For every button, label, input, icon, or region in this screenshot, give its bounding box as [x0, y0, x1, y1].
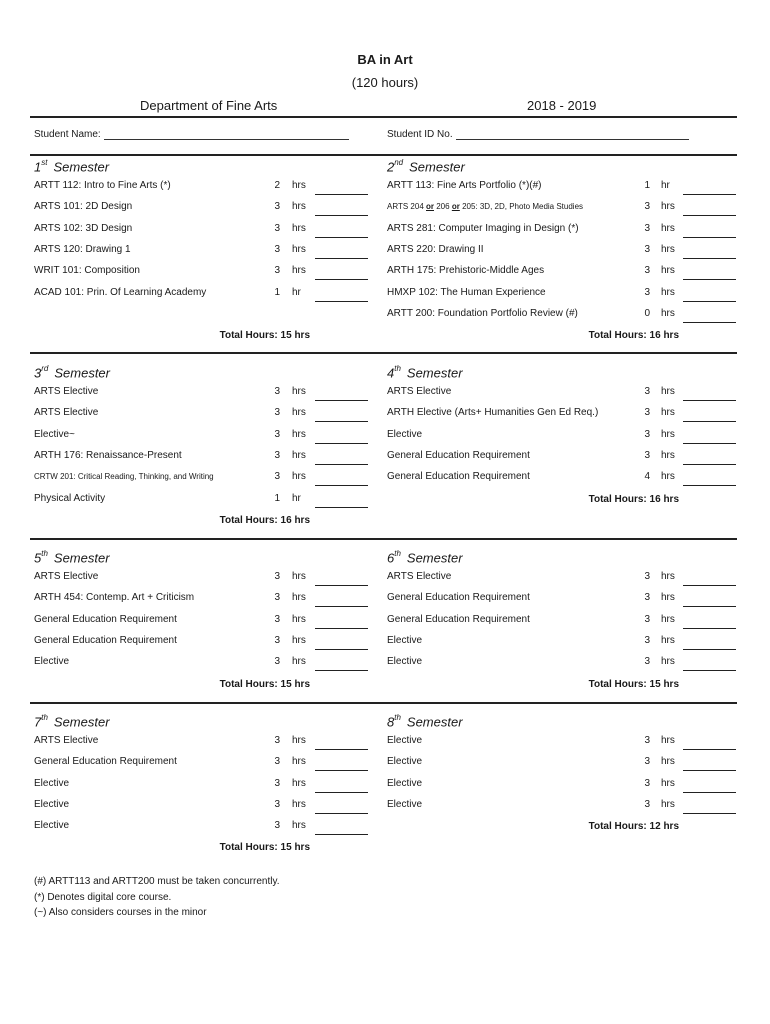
course-row: [34, 756, 368, 777]
course-hours-unit: hrs: [292, 756, 306, 768]
course-name: General Education Requirement: [387, 592, 530, 604]
grade-blank[interactable]: [315, 421, 368, 422]
course-name: ARTS 101: 2D Design: [34, 201, 133, 213]
grade-blank[interactable]: [315, 670, 368, 671]
course-hours-unit: hrs: [661, 243, 675, 255]
semester-total: [387, 679, 679, 693]
semester-total: [34, 515, 310, 529]
semester-number: 4: [387, 365, 395, 381]
course-hours-unit: hrs: [292, 222, 306, 234]
course-hours-unit: hrs: [661, 613, 675, 625]
course-row: [34, 265, 368, 286]
total-hours: 16: [649, 330, 661, 341]
grade-blank[interactable]: [315, 770, 368, 771]
course-name: ARTS Elective: [34, 407, 99, 419]
course-row: [34, 614, 368, 635]
course-hours: 3: [644, 634, 650, 646]
semester-ordinal: st: [41, 158, 48, 167]
course-hours-unit: hrs: [292, 571, 306, 582]
course-hours-unit: hrs: [661, 634, 675, 646]
grade-blank[interactable]: [683, 301, 736, 302]
grade-blank[interactable]: [315, 194, 368, 195]
grade-blank[interactable]: [315, 606, 368, 607]
semester-number: 7: [34, 714, 42, 730]
course-hours: 1: [274, 492, 280, 504]
semester-total: [34, 330, 310, 344]
course-name: General Education Requirement: [387, 449, 530, 461]
total-hours: 16: [649, 493, 661, 505]
course-name: CRTW 201: Critical Reading, Thinking, and Writing: [34, 472, 214, 482]
course-hours-unit: hrs: [292, 634, 306, 646]
course-hours: 3: [644, 428, 650, 440]
grade-blank[interactable]: [683, 628, 736, 629]
course-hours: 3: [274, 243, 280, 255]
course-hours-unit: hrs: [661, 407, 675, 419]
course-row: [387, 308, 736, 329]
course-row: [387, 287, 736, 308]
course-name: Elective: [387, 777, 423, 789]
grade-blank[interactable]: [683, 464, 736, 465]
student-name-field[interactable]: [34, 129, 349, 140]
course-hours-unit: hrs: [661, 449, 675, 461]
header-rule: [30, 116, 737, 118]
course-row: [34, 571, 368, 592]
course-name: ARTT 112: Intro to Fine Arts (*): [34, 180, 171, 191]
course-hours-unit: hrs: [292, 656, 306, 668]
course-hours: 3: [644, 449, 650, 461]
course-hours-unit: hrs: [661, 428, 675, 440]
semester-ordinal: nd: [394, 158, 404, 167]
grade-blank[interactable]: [683, 813, 736, 814]
semester-label: Semester: [406, 365, 463, 381]
grade-blank[interactable]: [315, 215, 368, 216]
course-hours-unit: hrs: [661, 201, 675, 213]
semester-total: [387, 494, 679, 508]
course-name: General Education Requirement: [34, 634, 177, 646]
course-hours: 3: [644, 222, 650, 234]
semester-heading: [34, 365, 110, 380]
course-row: [387, 429, 736, 450]
total-label: Total Hours:: [219, 330, 278, 341]
semester-ordinal: th: [41, 549, 48, 558]
course-hours: 3: [644, 243, 650, 255]
course-row: [387, 656, 736, 677]
semester-number: 6: [387, 550, 395, 566]
course-hours: 3: [274, 634, 280, 646]
total-label: Total Hours:: [588, 679, 647, 690]
course-row: [387, 265, 736, 286]
course-name: Elective: [34, 777, 70, 789]
course-row: [387, 223, 736, 244]
semester-heading: [387, 365, 463, 380]
course-hours: 3: [644, 777, 650, 789]
course-name: General Education Requirement: [34, 613, 177, 625]
course-hours: 3: [274, 798, 280, 810]
course-hours-unit: hrs: [292, 777, 306, 789]
grade-blank[interactable]: [683, 194, 736, 195]
course-row: [387, 407, 736, 428]
semester-divider: [30, 702, 737, 704]
grade-blank[interactable]: [683, 421, 736, 422]
grade-blank[interactable]: [683, 770, 736, 771]
course-hours: 3: [274, 471, 280, 483]
semester-heading: [34, 159, 109, 174]
total-label: Total Hours:: [219, 679, 278, 690]
course-row: [387, 571, 736, 592]
grade-blank[interactable]: [315, 464, 368, 465]
course-row: [34, 592, 368, 613]
course-row: [387, 799, 736, 820]
course-row: [387, 614, 736, 635]
course-name: ARTH 176: Renaissance-Present: [34, 449, 182, 461]
course-hours: 3: [644, 592, 650, 604]
total-unit: hrs: [663, 679, 679, 690]
course-hours-unit: hrs: [661, 386, 675, 397]
course-row: [34, 799, 368, 820]
student-id-field[interactable]: [387, 129, 689, 140]
footnote: (~) Also considers courses in the minor: [34, 907, 207, 918]
grade-blank[interactable]: [315, 649, 368, 650]
semester-label: Semester: [409, 159, 465, 175]
semester-ordinal: th: [41, 713, 48, 722]
course-hours-unit: hrs: [661, 756, 675, 768]
department-label: Department of Fine Arts: [140, 98, 278, 113]
footnote: (*) Denotes digital core course.: [34, 891, 172, 903]
course-name: General Education Requirement: [387, 613, 530, 625]
grade-blank[interactable]: [315, 258, 368, 259]
semester-total: [387, 821, 679, 835]
course-hours-unit: hrs: [661, 735, 675, 746]
course-name: Elective: [387, 634, 423, 646]
course-name: ARTS 120: Drawing 1: [34, 243, 131, 255]
grade-blank[interactable]: [683, 443, 736, 444]
total-label: Total Hours:: [588, 821, 647, 833]
semester-label: Semester: [53, 550, 110, 566]
course-name: ACAD 101: Prin. Of Learning Academy: [34, 286, 207, 298]
course-hours-unit: hrs: [661, 471, 675, 483]
grade-blank[interactable]: [315, 628, 368, 629]
total-label: Total Hours:: [588, 330, 647, 341]
course-hours: 3: [274, 386, 280, 397]
course-name: ARTH 175: Prehistoric-Middle Ages: [387, 265, 545, 277]
total-unit: hrs: [294, 842, 310, 853]
semester-divider: [30, 352, 737, 354]
semester-number: 3: [34, 365, 42, 381]
grade-blank[interactable]: [315, 237, 368, 238]
grade-blank[interactable]: [683, 400, 736, 401]
course-name: ARTH 454: Contemp. Art + Criticism: [34, 592, 195, 604]
course-hours-unit: hrs: [661, 307, 675, 319]
grade-blank[interactable]: [683, 279, 736, 280]
total-unit: hrs: [663, 493, 679, 505]
course-name: ARTS Elective: [387, 386, 452, 397]
course-name: ARTT 113: Fine Arts Portfolio (*)(#): [387, 180, 542, 191]
course-hours: 3: [274, 571, 280, 582]
page-title: BA in Art: [357, 52, 413, 67]
grade-blank[interactable]: [683, 215, 736, 216]
course-name: ARTS 220: Drawing II: [387, 243, 484, 255]
grade-blank[interactable]: [315, 279, 368, 280]
semester-ordinal: th: [394, 713, 401, 722]
course-name: ARTH Elective (Arts+ Humanities Gen Ed Req.): [387, 407, 599, 419]
grade-blank[interactable]: [315, 792, 368, 793]
course-row: [34, 244, 368, 265]
course-hours: 3: [644, 407, 650, 419]
total-hours: 15: [280, 842, 292, 853]
course-hours-unit: hrs: [292, 613, 306, 625]
course-row: [387, 471, 736, 492]
course-hours-unit: hrs: [661, 265, 675, 277]
course-name: ARTS Elective: [34, 735, 99, 746]
course-row: [34, 407, 368, 428]
course-name: ARTS 281: Computer Imaging in Design (*): [387, 222, 579, 234]
student-id-blank[interactable]: [456, 129, 689, 140]
course-name: ARTS 204 or 206 or 205: 3D, 2D, Photo Media Studies: [387, 202, 584, 212]
course-hours: 3: [274, 756, 280, 768]
course-name: ARTS Elective: [387, 571, 452, 582]
course-row: [34, 471, 368, 492]
course-hours-unit: hrs: [292, 386, 306, 397]
course-name: WRIT 101: Composition: [34, 265, 140, 277]
footnote: (#) ARTT113 and ARTT200 must be taken concurrently.: [34, 876, 280, 887]
course-hours: 3: [644, 798, 650, 810]
course-row: [34, 429, 368, 450]
grade-blank[interactable]: [683, 237, 736, 238]
course-hours: 4: [644, 471, 650, 483]
grade-blank[interactable]: [315, 585, 368, 586]
course-hours: 3: [274, 820, 280, 832]
course-name: ARTS 102: 3D Design: [34, 222, 133, 234]
semester-number: 8: [387, 714, 395, 730]
course-name: Elective: [387, 756, 423, 768]
course-hours: 3: [274, 592, 280, 604]
semester-label: Semester: [54, 365, 110, 381]
course-hours-unit: hrs: [292, 471, 306, 483]
semester-ordinal: th: [394, 364, 401, 373]
course-row: [387, 756, 736, 777]
total-unit: hrs: [294, 330, 310, 341]
course-hours-unit: hrs: [661, 592, 675, 604]
course-name: ARTS Elective: [34, 571, 99, 582]
semester-total: [34, 679, 310, 693]
course-hours-unit: hrs: [292, 449, 306, 461]
grade-blank[interactable]: [315, 443, 368, 444]
semester-label: Semester: [53, 714, 110, 730]
course-name: Elective: [387, 428, 423, 440]
course-row: [387, 592, 736, 613]
course-name: Physical Activity: [34, 492, 106, 504]
course-hours: 3: [644, 265, 650, 277]
grade-blank[interactable]: [315, 813, 368, 814]
course-hours: 3: [274, 407, 280, 419]
semester-heading: [387, 550, 463, 565]
course-row: [34, 635, 368, 656]
grade-blank[interactable]: [683, 749, 736, 750]
semester-total: [34, 842, 310, 856]
course-hours-unit: hrs: [292, 265, 306, 277]
total-unit: hrs: [663, 821, 679, 833]
course-row: [387, 635, 736, 656]
grade-blank[interactable]: [315, 485, 368, 486]
course-hours-unit: hr: [292, 286, 301, 298]
course-hours-unit: hr: [661, 180, 670, 191]
course-name: Elective: [34, 820, 70, 832]
semester-divider: [30, 538, 737, 540]
course-name: General Education Requirement: [387, 471, 530, 483]
total-label: Total Hours:: [219, 842, 278, 853]
semester-number: 5: [34, 550, 42, 566]
total-label: Total Hours:: [219, 515, 278, 526]
course-hours: 1: [644, 180, 650, 191]
course-hours-unit: hrs: [661, 286, 675, 298]
course-name: Elective~: [34, 428, 75, 440]
course-hours: 3: [274, 656, 280, 668]
grade-blank[interactable]: [683, 258, 736, 259]
course-hours-unit: hrs: [292, 428, 306, 440]
grade-blank[interactable]: [315, 749, 368, 750]
semester-heading: [34, 550, 110, 565]
semester-label: Semester: [53, 159, 110, 175]
course-hours: 3: [644, 386, 650, 397]
course-row: [34, 223, 368, 244]
course-hours: 3: [274, 777, 280, 789]
semester-divider: [30, 154, 737, 156]
semester-heading: [387, 159, 465, 174]
course-hours: 3: [644, 756, 650, 768]
course-hours-unit: hrs: [661, 656, 675, 668]
grade-blank[interactable]: [683, 485, 736, 486]
grade-blank[interactable]: [315, 834, 368, 835]
semester-ordinal: th: [394, 549, 401, 558]
year-label: 2018 - 2019: [527, 98, 597, 113]
course-row: [34, 656, 368, 677]
semester-label: Semester: [406, 714, 463, 730]
course-hours-unit: hrs: [661, 222, 675, 234]
course-row: [387, 735, 736, 756]
semester-ordinal: rd: [41, 364, 49, 373]
course-name: Elective: [387, 735, 423, 746]
page-subtitle: (120 hours): [351, 75, 419, 90]
grade-blank[interactable]: [683, 606, 736, 607]
course-row: [34, 778, 368, 799]
total-unit: hrs: [294, 679, 310, 690]
course-hours: 3: [644, 571, 650, 582]
grade-blank[interactable]: [315, 507, 368, 508]
course-row: [34, 386, 368, 407]
course-name: HMXP 102: The Human Experience: [387, 286, 546, 298]
course-hours: 3: [644, 201, 650, 213]
course-name: ARTS Elective: [34, 386, 99, 397]
total-hours: 16: [280, 515, 292, 526]
course-hours-unit: hrs: [292, 798, 306, 810]
grade-blank[interactable]: [683, 792, 736, 793]
course-hours: 3: [274, 449, 280, 461]
course-row: [387, 244, 736, 265]
semester-number: 2: [387, 159, 395, 175]
course-hours: 3: [274, 265, 280, 277]
course-hours: 3: [274, 201, 280, 213]
course-row: [34, 180, 368, 201]
grade-blank[interactable]: [315, 301, 368, 302]
total-unit: hrs: [663, 330, 679, 341]
course-row: [387, 778, 736, 799]
course-name: Elective: [387, 656, 423, 668]
course-hours-unit: hrs: [661, 798, 675, 810]
total-label: Total Hours:: [588, 493, 647, 505]
footnotes: [34, 874, 280, 921]
course-hours: 3: [274, 428, 280, 440]
student-name-blank[interactable]: [104, 129, 349, 140]
course-hours: 3: [274, 735, 280, 746]
grade-blank[interactable]: [315, 400, 368, 401]
course-hours: 1: [274, 286, 280, 298]
course-hours-unit: hrs: [661, 777, 675, 789]
course-name: General Education Requirement: [34, 756, 177, 768]
grade-blank[interactable]: [683, 585, 736, 586]
course-name: ARTT 200: Foundation Portfolio Review (#): [387, 307, 578, 319]
course-row: [387, 386, 736, 407]
course-row: [387, 201, 736, 222]
course-hours: 0: [644, 307, 650, 319]
course-hours: 3: [644, 613, 650, 625]
course-row: [34, 287, 368, 308]
course-hours-unit: hrs: [292, 592, 306, 604]
semester-heading: [387, 714, 463, 729]
course-hours-unit: hrs: [292, 243, 306, 255]
semester-heading: [34, 714, 110, 729]
grade-blank[interactable]: [683, 322, 736, 323]
course-row: [387, 450, 736, 471]
total-hours: 15: [280, 330, 292, 341]
course-hours-unit: hrs: [292, 201, 306, 213]
course-hours: 3: [644, 735, 650, 746]
course-hours-unit: hr: [292, 492, 301, 504]
student-id-label: Student ID No.: [387, 129, 453, 140]
total-unit: hrs: [294, 515, 310, 526]
course-row: [34, 201, 368, 222]
course-hours: 3: [274, 613, 280, 625]
course-row: [387, 180, 736, 201]
student-name-label: Student Name:: [34, 129, 101, 140]
course-row: [34, 735, 368, 756]
course-hours: 3: [274, 222, 280, 234]
total-hours: 15: [280, 679, 292, 690]
total-hours: 15: [649, 679, 661, 690]
course-hours: 3: [644, 656, 650, 668]
course-row: [34, 493, 368, 514]
course-hours-unit: hrs: [292, 407, 306, 419]
grade-blank[interactable]: [683, 670, 736, 671]
course-hours: 2: [274, 180, 280, 191]
semester-label: Semester: [406, 550, 463, 566]
semester-number: 1: [34, 159, 42, 175]
course-name: Elective: [34, 656, 70, 668]
course-name: Elective: [387, 798, 423, 810]
course-hours-unit: hrs: [292, 735, 306, 746]
course-hours-unit: hrs: [292, 180, 306, 191]
course-name: Elective: [34, 798, 70, 810]
total-hours: 12: [649, 821, 661, 833]
grade-blank[interactable]: [683, 649, 736, 650]
course-row: [34, 820, 368, 841]
course-hours-unit: hrs: [292, 820, 306, 832]
course-hours: 3: [644, 286, 650, 298]
semester-total: [387, 330, 679, 344]
course-row: [34, 450, 368, 471]
course-hours-unit: hrs: [661, 571, 675, 582]
